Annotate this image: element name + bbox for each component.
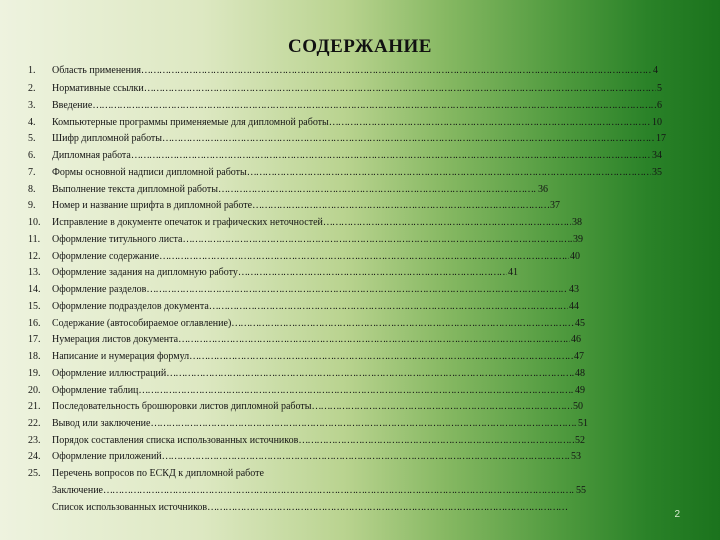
entry-number: 7. [28,167,36,178]
entry-page: 49 [575,385,585,396]
entry-number: 12. [28,251,41,262]
entry-title: Содержание (автособираемое оглавление) [52,318,232,329]
entry-page: 37 [550,200,560,211]
entry-title: Оформление таблиц [52,385,139,396]
entry-title: Оформление разделов [52,284,147,295]
entry-page: 44 [569,301,579,312]
entry-title: Последовательность брошюровки листов дипломной работы [52,401,312,412]
toc-entry [28,233,583,247]
entry-title: Исправление в документе опечаток и графических неточностей [52,217,323,228]
entry-title: Компьютерные программы применяемые для дипломной работы [52,117,329,128]
toc-entry [28,283,579,297]
leader-dots [238,266,507,280]
entry-number: 2. [28,83,36,94]
entry-number: 25. [28,468,41,479]
leader-dots [131,149,651,163]
entry-title: Оформление задания на дипломную работу [52,267,238,278]
leader-dots [141,64,652,78]
slide-number: 2 [674,509,680,520]
entry-page: 43 [569,284,579,295]
entry-number: 5. [28,133,36,144]
entry-title: Область применения [52,65,141,76]
entry-title: Нумерация листов документа [52,334,179,345]
toc-entry [28,501,568,515]
toc-entry [28,132,666,146]
entry-number: 1. [28,65,36,76]
entry-title: Список использованных источников [52,502,208,513]
entry-page: 36 [538,184,548,195]
toc-entry [28,484,586,498]
entry-page: 39 [573,234,583,245]
toc-entry [28,82,662,96]
leader-dots [247,166,651,180]
entry-title: Оформление подразделов документа [52,301,209,312]
entry-page: 51 [578,418,588,429]
entry-page: 40 [570,251,580,262]
entry-number: 22. [28,418,41,429]
leader-dots [209,300,568,314]
entry-number: 10. [28,217,41,228]
entry-page: 34 [652,150,662,161]
toc-entry [28,116,662,130]
entry-page: 52 [575,435,585,446]
toc-entry [28,350,584,364]
entry-page: 47 [574,351,584,362]
toc-entry [28,333,581,347]
entry-page: 6 [657,100,662,111]
leader-dots [329,116,651,130]
entry-number: 24. [28,451,41,462]
page-title: СОДЕРЖАНИЕ [288,36,432,57]
leader-dots [103,484,575,498]
toc-entry [28,400,583,414]
leader-dots [162,450,570,464]
toc-entry [28,384,585,398]
entry-number: 13. [28,267,41,278]
toc-entry [28,300,579,314]
entry-number: 23. [28,435,41,446]
entry-number: 21. [28,401,41,412]
leader-dots [207,501,568,515]
entry-number: 14. [28,284,41,295]
entry-number: 15. [28,301,41,312]
entry-title: Порядок составления списка использованных источников [52,435,299,446]
entry-page: 50 [573,401,583,412]
leader-dots [92,99,656,113]
toc-entry [28,467,428,481]
entry-number: 6. [28,150,36,161]
toc-entry [28,266,518,280]
leader-dots [218,183,537,197]
leader-dots [144,82,656,96]
entry-page: 55 [576,485,586,496]
toc-entry [28,99,662,113]
entry-title: Нормативные ссылки [52,83,144,94]
entry-page: 10 [652,117,662,128]
entry-title: Формы основной надписи дипломной работы [52,167,247,178]
leader-dots [166,367,574,381]
entry-number: 17. [28,334,41,345]
leader-dots [323,216,571,230]
toc-entry [28,216,582,230]
leader-dots [162,132,655,146]
toc-entry [28,434,585,448]
entry-title: Введение [52,100,93,111]
toc-entry [28,149,662,163]
leader-dots [189,350,573,364]
entry-page: 5 [657,83,662,94]
entry-page: 48 [575,368,585,379]
leader-dots [159,250,569,264]
entry-page: 46 [571,334,581,345]
entry-number: 9. [28,200,36,211]
leader-dots [150,417,577,431]
toc-entry [28,183,548,197]
entry-title: Оформление титульного листа [52,234,183,245]
entry-page: 35 [652,167,662,178]
leader-dots [146,283,568,297]
entry-number: 16. [28,318,41,329]
toc-entry [28,199,560,213]
entry-title: Вывод или заключение [52,418,151,429]
entry-number: 20. [28,385,41,396]
entry-page: 38 [572,217,582,228]
entry-page: 41 [508,267,518,278]
leader-dots [311,400,572,414]
toc-entry [28,166,662,180]
entry-number: 4. [28,117,36,128]
entry-title: Перечень вопросов по ЕСКД к дипломной работе [52,468,264,479]
toc-entry [28,317,585,331]
leader-dots [182,233,572,247]
toc-entry [28,450,581,464]
leader-dots [231,317,574,331]
toc-entry [28,367,585,381]
leader-dots [138,384,574,398]
entry-number: 8. [28,184,36,195]
entry-page: 45 [575,318,585,329]
leader-dots [178,333,570,347]
entry-page: 53 [571,451,581,462]
entry-page: 4 [653,65,658,76]
toc-entry [28,417,588,431]
entry-title: Оформление иллюстраций [52,368,167,379]
entry-title: Номер и название шрифта в дипломной работе [52,200,253,211]
leader-dots [252,199,549,213]
entry-title: Выполнение текста дипломной работы [52,184,218,195]
leader-dots [298,434,574,448]
entry-title: Заключение [52,485,103,496]
entry-title: Оформление содержание [52,251,160,262]
entry-number: 18. [28,351,41,362]
entry-title: Дипломная работа [52,150,131,161]
entry-number: 3. [28,100,36,111]
toc-entry [28,64,658,78]
entry-title: Написание и нумерация формул [52,351,190,362]
entry-title: Шифр дипломной работы [52,133,163,144]
entry-number: 19. [28,368,41,379]
entry-number: 11. [28,234,41,245]
entry-page: 17 [656,133,666,144]
entry-title: Оформление приложений [52,451,162,462]
toc-entry [28,250,580,264]
